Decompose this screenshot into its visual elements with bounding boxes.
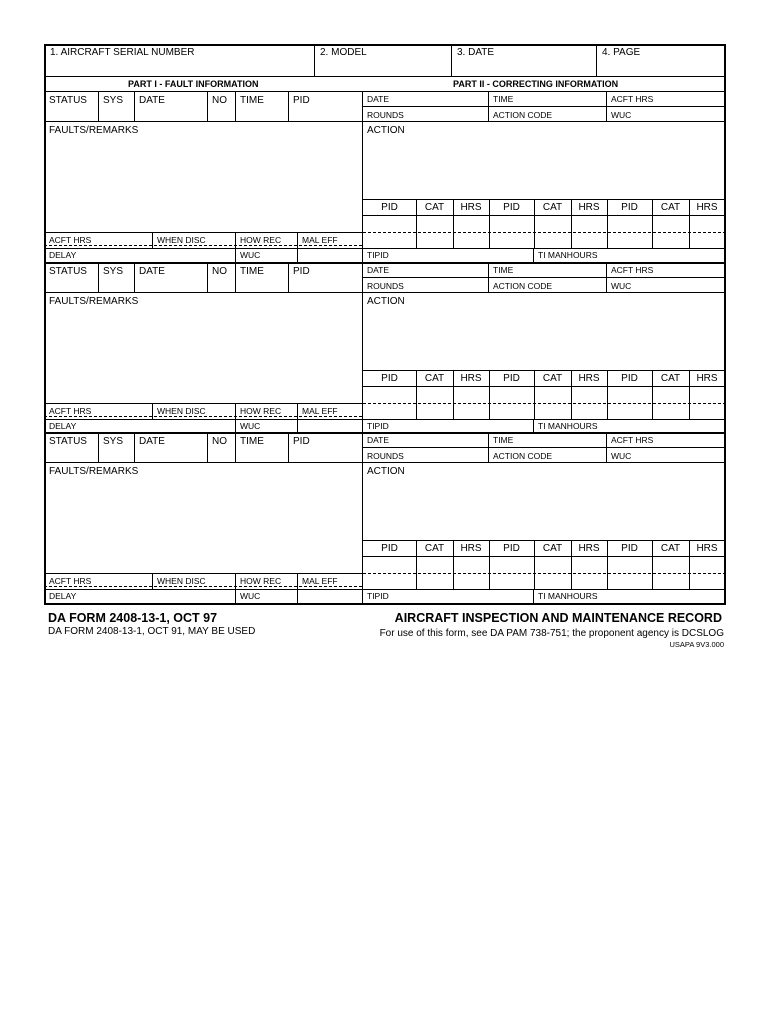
pid-column-header: PID: [503, 373, 520, 384]
cat-column-header: CAT: [424, 543, 445, 554]
part-two-title: PART II - CORRECTING INFORMATION: [453, 79, 619, 89]
cat-column-header: CAT: [424, 373, 445, 384]
status-label: STATUS: [49, 436, 87, 447]
correct-time-label: TIME: [493, 435, 514, 445]
cat-column-header: CAT: [542, 202, 563, 213]
rounds-label: ROUNDS: [367, 281, 404, 291]
pid-column-header: PID: [381, 202, 398, 213]
fault-wuc-label: WUC: [240, 421, 261, 431]
faults-remarks-field-1[interactable]: [46, 137, 362, 232]
ti-manhours-label: TI MANHOURS: [538, 250, 598, 260]
rounds-label: ROUNDS: [367, 451, 404, 461]
fault-time-label: TIME: [240, 266, 264, 277]
model-label: 2. MODEL: [320, 47, 367, 58]
date-label: 3. DATE: [457, 47, 495, 58]
mal-eff-label: MAL EFF: [302, 235, 338, 245]
faults-remarks-label: FAULTS/REMARKS: [49, 466, 139, 477]
no-label: NO: [212, 95, 227, 106]
faults-remarks-label: FAULTS/REMARKS: [49, 125, 139, 136]
when-disc-label: WHEN DISC: [157, 235, 206, 245]
correct-date-label: DATE: [367, 94, 390, 104]
acft-hrs-label: ACFT HRS: [49, 406, 92, 416]
cat-column-header: CAT: [660, 543, 681, 554]
ti-manhours-label: TI MANHOURS: [538, 591, 598, 601]
how-rec-label: HOW REC: [240, 406, 282, 416]
action-field-3[interactable]: [364, 478, 724, 540]
pid-column-header: PID: [621, 543, 638, 554]
hrs-column-header: HRS: [696, 543, 718, 554]
cat-column-header: CAT: [660, 202, 681, 213]
pid-column-header: PID: [381, 543, 398, 554]
fault-date-label: DATE: [139, 266, 165, 277]
acft-hrs-label: ACFT HRS: [49, 235, 92, 245]
sys-label: SYS: [103, 436, 124, 447]
hrs-column-header: HRS: [578, 202, 600, 213]
correct-acft-hrs-label: ACFT HRS: [611, 435, 654, 445]
form-title: AIRCRAFT INSPECTION AND MAINTENANCE RECORD: [394, 611, 722, 625]
cat-column-header: CAT: [660, 373, 681, 384]
delay-label: DELAY: [49, 591, 77, 601]
pid-column-header: PID: [621, 202, 638, 213]
when-disc-label: WHEN DISC: [157, 406, 206, 416]
rounds-label: ROUNDS: [367, 110, 404, 120]
action-label: ACTION: [367, 466, 405, 477]
correct-date-label: DATE: [367, 265, 390, 275]
action-code-label: ACTION CODE: [493, 110, 553, 120]
action-field-2[interactable]: [364, 308, 724, 370]
sys-label: SYS: [103, 266, 124, 277]
action-label: ACTION: [367, 296, 405, 307]
pid-column-header: PID: [381, 373, 398, 384]
delay-label: DELAY: [49, 250, 77, 260]
faults-remarks-field-3[interactable]: [46, 478, 362, 573]
fault-wuc-label: WUC: [240, 591, 261, 601]
correct-acft-hrs-label: ACFT HRS: [611, 94, 654, 104]
when-disc-label: WHEN DISC: [157, 576, 206, 586]
correct-wuc-label: WUC: [611, 451, 632, 461]
fault-time-label: TIME: [240, 436, 264, 447]
action-code-label: ACTION CODE: [493, 451, 553, 461]
action-code-label: ACTION CODE: [493, 281, 553, 291]
fault-pid-label: PID: [293, 436, 310, 447]
action-label: ACTION: [367, 125, 405, 136]
mal-eff-label: MAL EFF: [302, 576, 338, 586]
hrs-column-header: HRS: [696, 202, 718, 213]
correct-time-label: TIME: [493, 94, 514, 104]
cat-column-header: CAT: [424, 202, 445, 213]
how-rec-label: HOW REC: [240, 576, 282, 586]
previous-edition-note: DA FORM 2408-13-1, OCT 91, MAY BE USED: [48, 626, 256, 637]
acft-hrs-label: ACFT HRS: [49, 576, 92, 586]
fault-date-label: DATE: [139, 436, 165, 447]
aircraft-serial-number-label: 1. AIRCRAFT SERIAL NUMBER: [50, 47, 195, 58]
pid-column-header: PID: [503, 543, 520, 554]
hrs-column-header: HRS: [696, 373, 718, 384]
status-label: STATUS: [49, 266, 87, 277]
form-use-note: For use of this form, see DA PAM 738-751; the proponent agency is DCSLOG: [379, 628, 724, 639]
correct-acft-hrs-label: ACFT HRS: [611, 265, 654, 275]
tipid-label: TIPID: [367, 421, 389, 431]
fault-pid-label: PID: [293, 266, 310, 277]
correct-wuc-label: WUC: [611, 110, 632, 120]
tipid-label: TIPID: [367, 591, 389, 601]
action-field-1[interactable]: [364, 137, 724, 199]
ti-manhours-label: TI MANHOURS: [538, 421, 598, 431]
faults-remarks-label: FAULTS/REMARKS: [49, 296, 139, 307]
pid-column-header: PID: [503, 202, 520, 213]
pid-column-header: PID: [621, 373, 638, 384]
hrs-column-header: HRS: [460, 543, 482, 554]
fault-wuc-label: WUC: [240, 250, 261, 260]
hrs-column-header: HRS: [578, 373, 600, 384]
fault-pid-label: PID: [293, 95, 310, 106]
faults-remarks-field-2[interactable]: [46, 308, 362, 403]
sys-label: SYS: [103, 95, 124, 106]
hrs-column-header: HRS: [578, 543, 600, 554]
tipid-label: TIPID: [367, 250, 389, 260]
correct-date-label: DATE: [367, 435, 390, 445]
no-label: NO: [212, 266, 227, 277]
delay-label: DELAY: [49, 421, 77, 431]
hrs-column-header: HRS: [460, 202, 482, 213]
status-label: STATUS: [49, 95, 87, 106]
part-one-title: PART I - FAULT INFORMATION: [128, 79, 259, 89]
correct-time-label: TIME: [493, 265, 514, 275]
no-label: NO: [212, 436, 227, 447]
form-id: DA FORM 2408-13-1, OCT 97: [48, 611, 218, 625]
how-rec-label: HOW REC: [240, 235, 282, 245]
cat-column-header: CAT: [542, 543, 563, 554]
page-label: 4. PAGE: [602, 47, 641, 58]
fault-date-label: DATE: [139, 95, 165, 106]
usapa-code: USAPA 9V3.000: [669, 640, 724, 649]
cat-column-header: CAT: [542, 373, 563, 384]
fault-time-label: TIME: [240, 95, 264, 106]
correct-wuc-label: WUC: [611, 281, 632, 291]
hrs-column-header: HRS: [460, 373, 482, 384]
mal-eff-label: MAL EFF: [302, 406, 338, 416]
